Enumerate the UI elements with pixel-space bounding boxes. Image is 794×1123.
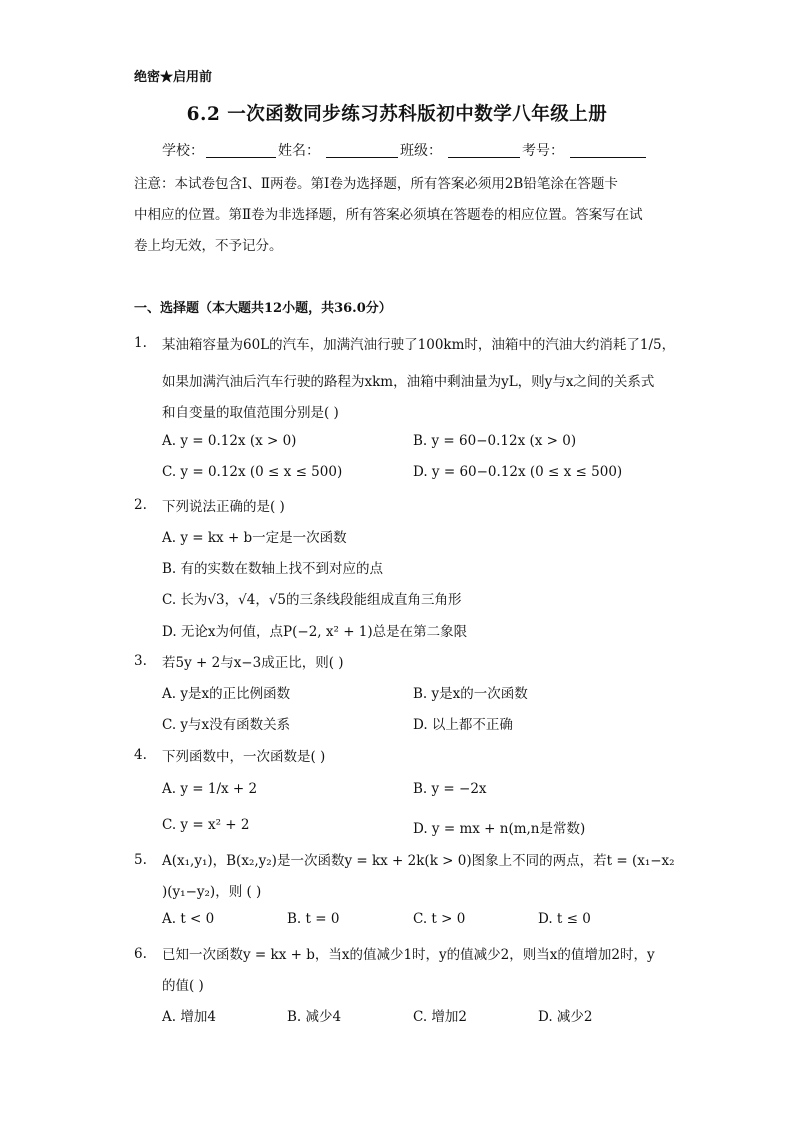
option-c[interactable]: C. 长为√3，√4，√5的三条线段能组成直角三角形 bbox=[162, 592, 462, 608]
name-blank bbox=[326, 143, 398, 158]
option-d[interactable]: D. y = 60−0.12x (0 ≤ x ≤ 500) bbox=[413, 464, 623, 480]
exam-no-blank bbox=[570, 143, 646, 158]
question-line: 和自变量的取值范围分别是( ) bbox=[162, 405, 339, 421]
option-c[interactable]: C. t > 0 bbox=[413, 911, 466, 927]
option-d[interactable]: D. 无论x为何值，点P(−2, x² + 1)总是在第二象限 bbox=[162, 624, 468, 640]
question-line: A(x₁,y₁)，B(x₂,y₂)是一次函数y = kx + 2k(k > 0)图象上不同的两点，若t = (x₁−x₂ bbox=[162, 853, 675, 869]
option-c[interactable]: C. y与x没有函数关系 bbox=[162, 717, 291, 733]
option-c[interactable]: C. y = x² + 2 bbox=[162, 817, 250, 833]
notice-line-1: 注意：本试卷包含Ⅰ、Ⅱ两卷。第Ⅰ卷为选择题，所有答案必须用2B铅笔涂在答题卡 bbox=[134, 176, 618, 192]
school-label: 学校： bbox=[162, 143, 204, 159]
question-line: 的值( ) bbox=[162, 978, 204, 994]
question-number: 6. bbox=[134, 946, 147, 962]
option-c[interactable]: C. y = 0.12x (0 ≤ x ≤ 500) bbox=[162, 464, 343, 480]
option-d[interactable]: D. t ≤ 0 bbox=[538, 911, 591, 927]
question-line: )(y₁−y₂)，则 ( ) bbox=[162, 884, 262, 900]
class-label: 班级： bbox=[400, 143, 442, 159]
notice-line-2: 中相应的位置。第Ⅱ卷为非选择题，所有答案必须填在答题卷的相应位置。答案写在试 bbox=[134, 207, 643, 223]
option-b[interactable]: B. y = 60−0.12x (x > 0) bbox=[413, 433, 577, 449]
option-a[interactable]: A. y = 0.12x (x > 0) bbox=[162, 433, 297, 449]
section-heading: 一、选择题（本大题共12小题，共36.0分） bbox=[134, 301, 392, 316]
question-line: 下列说法正确的是( ) bbox=[162, 499, 285, 515]
confidential-label: 绝密★启用前 bbox=[134, 70, 213, 85]
question-number: 1. bbox=[134, 335, 147, 351]
option-d[interactable]: D. y = mx + n(m,n是常数) bbox=[413, 821, 586, 837]
question-number: 4. bbox=[134, 747, 147, 763]
option-a[interactable]: A. y = 1/x + 2 bbox=[162, 781, 258, 797]
name-label: 姓名： bbox=[278, 143, 320, 159]
question-line: 下列函数中，一次函数是( ) bbox=[162, 749, 326, 765]
exam-no-label: 考号： bbox=[522, 143, 564, 159]
option-a[interactable]: A. y是x的正比例函数 bbox=[162, 686, 291, 702]
question-line: 如果加满汽油后汽车行驶的路程为xkm，油箱中剩油量为yL，则y与x之间的关系式 bbox=[162, 374, 655, 390]
question-line: 某油箱容量为60L的汽车，加满汽油行驶了100km时，油箱中的汽油大约消耗了1/5， bbox=[162, 337, 676, 353]
option-c[interactable]: C. 增加2 bbox=[413, 1009, 468, 1025]
class-blank bbox=[448, 143, 520, 158]
option-a[interactable]: A. 增加4 bbox=[162, 1009, 216, 1025]
option-b[interactable]: B. t = 0 bbox=[287, 911, 340, 927]
option-d[interactable]: D. 减少2 bbox=[538, 1009, 593, 1025]
option-b[interactable]: B. y是x的一次函数 bbox=[413, 686, 528, 702]
page-title: 6.2 一次函数同步练习苏科版初中数学八年级上册 bbox=[186, 104, 608, 125]
option-b[interactable]: B. 有的实数在数轴上找不到对应的点 bbox=[162, 561, 384, 577]
option-b[interactable]: B. y = −2x bbox=[413, 781, 487, 797]
question-line: 已知一次函数y = kx + b，当x的值减少1时，y的值减少2，则当x的值增加2时，y bbox=[162, 947, 655, 963]
student-info-row bbox=[162, 140, 648, 160]
question-number: 3. bbox=[134, 653, 147, 669]
question-line: 若5y + 2与x−3成正比，则( ) bbox=[162, 655, 344, 671]
notice-line-3: 卷上均无效，不予记分。 bbox=[134, 238, 283, 254]
option-a[interactable]: A. t < 0 bbox=[162, 911, 215, 927]
question-number: 5. bbox=[134, 852, 147, 868]
question-number: 2. bbox=[134, 497, 147, 513]
school-blank bbox=[206, 143, 276, 158]
option-b[interactable]: B. 减少4 bbox=[287, 1009, 342, 1025]
option-d[interactable]: D. 以上都不正确 bbox=[413, 717, 513, 733]
option-a[interactable]: A. y = kx + b一定是一次函数 bbox=[162, 530, 347, 546]
